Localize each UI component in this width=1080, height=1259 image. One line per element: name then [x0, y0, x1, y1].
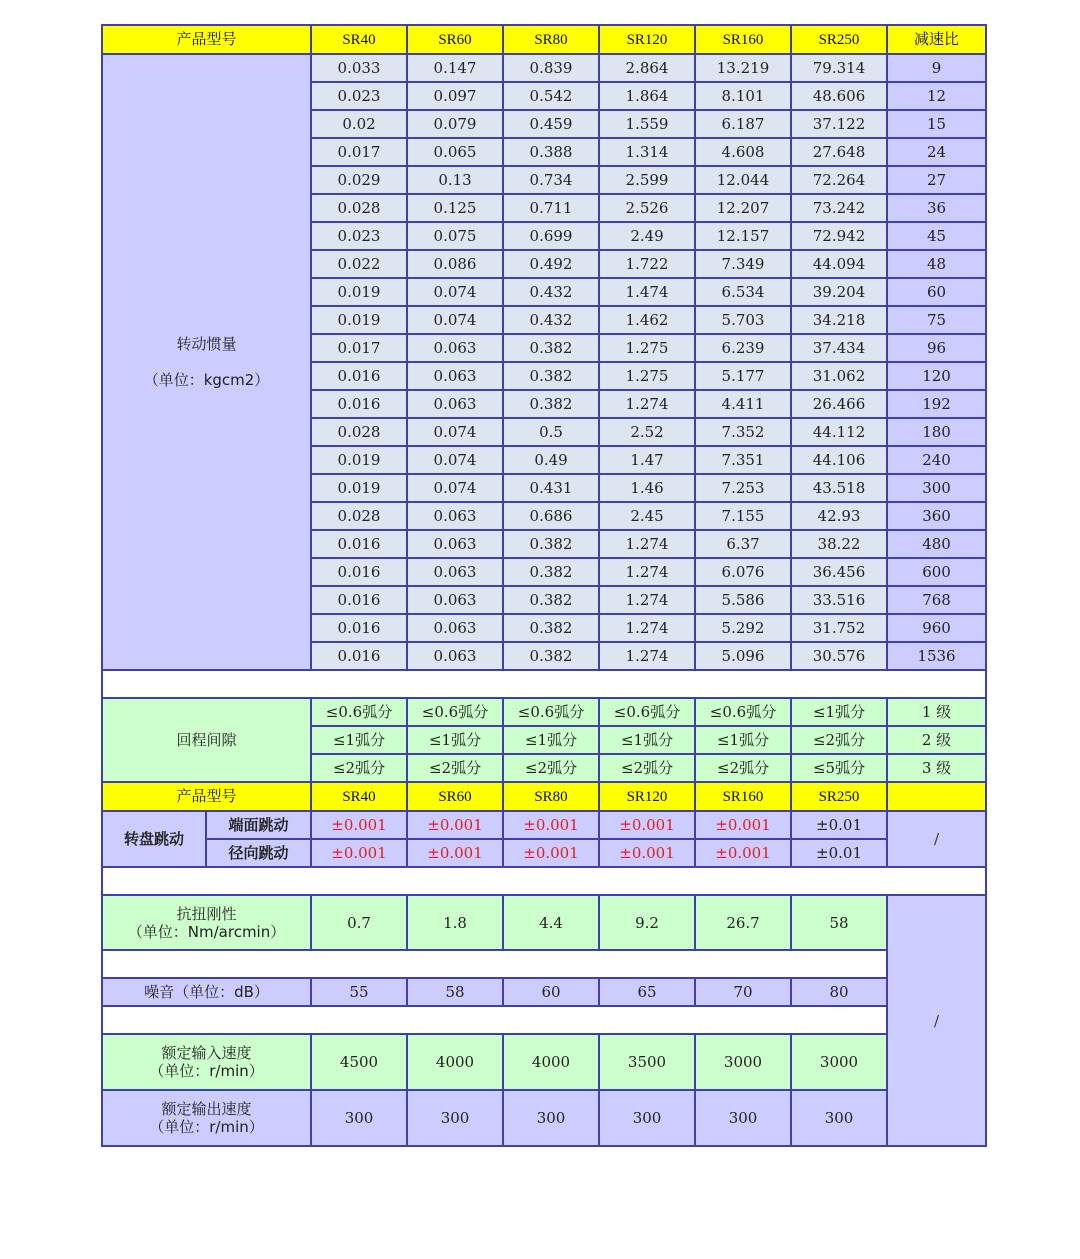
inertia-value: 0.711: [503, 194, 599, 222]
inertia-value: 0.023: [311, 222, 407, 250]
ratio-value: 45: [887, 222, 986, 250]
inertia-value: 37.122: [791, 110, 887, 138]
inertia-value: 6.239: [695, 334, 791, 362]
ratio-value: 60: [887, 278, 986, 306]
ratio-value: 360: [887, 502, 986, 530]
ratio-value: 96: [887, 334, 986, 362]
model-header: SR80: [503, 25, 599, 54]
inertia-value: 0.382: [503, 558, 599, 586]
ratio-value: 9: [887, 54, 986, 82]
ratio-value: 75: [887, 306, 986, 334]
inertia-value: 0.022: [311, 250, 407, 278]
runout-value: ±0.01: [791, 811, 887, 839]
inertia-value: 44.094: [791, 250, 887, 278]
input-speed-value: 4500: [311, 1034, 407, 1090]
noise-value: 70: [695, 978, 791, 1006]
backlash-value: ≤2弧分: [503, 754, 599, 782]
inertia-value: 0.382: [503, 614, 599, 642]
runout-sub-label: 径向跳动: [206, 839, 311, 867]
output-speed-value: 300: [695, 1090, 791, 1146]
inertia-value: 0.016: [311, 614, 407, 642]
input-speed-unit: （单位：r/min）: [149, 1062, 264, 1080]
output-speed-label: [102, 1090, 311, 1146]
inertia-value: 73.242: [791, 194, 887, 222]
runout-value: ±0.001: [407, 811, 503, 839]
ratio-value: 24: [887, 138, 986, 166]
inertia-value: 0.074: [407, 418, 503, 446]
inertia-value: 12.044: [695, 166, 791, 194]
stiffness-row: [102, 895, 986, 950]
inertia-value: 0.382: [503, 334, 599, 362]
inertia-value: 34.218: [791, 306, 887, 334]
inertia-value: 0.016: [311, 586, 407, 614]
backlash-value: ≤1弧分: [599, 726, 695, 754]
runout-value: ±0.001: [311, 811, 407, 839]
stiffness-value: 4.4: [503, 895, 599, 950]
inertia-value: 0.016: [311, 362, 407, 390]
inertia-value: 0.382: [503, 390, 599, 418]
inertia-title: 转动惯量: [176, 335, 237, 353]
ratio-value: 300: [887, 474, 986, 502]
inertia-value: 0.432: [503, 278, 599, 306]
inertia-value: 36.456: [791, 558, 887, 586]
inertia-value: 0.086: [407, 250, 503, 278]
inertia-value: 12.207: [695, 194, 791, 222]
inertia-value: 42.93: [791, 502, 887, 530]
inertia-value: 2.45: [599, 502, 695, 530]
backlash-value: ≤2弧分: [407, 754, 503, 782]
inertia-value: 1.462: [599, 306, 695, 334]
stiffness-label: [102, 895, 311, 950]
model-header: SR250: [791, 25, 887, 54]
input-speed-label: [102, 1034, 311, 1090]
runout-value: ±0.001: [407, 839, 503, 867]
stiffness-value: 0.7: [311, 895, 407, 950]
output-speed-value: 300: [503, 1090, 599, 1146]
spacer: [102, 867, 986, 895]
backlash-row: [102, 698, 986, 726]
inertia-value: 6.076: [695, 558, 791, 586]
inertia-value: 0.097: [407, 82, 503, 110]
noise-value: 55: [311, 978, 407, 1006]
inertia-value: 2.526: [599, 194, 695, 222]
model-header: SR60: [407, 25, 503, 54]
noise-row: [102, 978, 986, 1006]
stiffness-value: 1.8: [407, 895, 503, 950]
inertia-value: 0.063: [407, 390, 503, 418]
backlash-value: ≤2弧分: [791, 726, 887, 754]
inertia-value: 0.017: [311, 334, 407, 362]
runout-value: ±0.001: [311, 839, 407, 867]
ratio-value: 480: [887, 530, 986, 558]
runout-value: ±0.01: [791, 839, 887, 867]
inertia-value: 0.388: [503, 138, 599, 166]
inertia-value: 7.352: [695, 418, 791, 446]
model-header: SR60: [407, 782, 503, 811]
input-speed-value: 4000: [503, 1034, 599, 1090]
inertia-value: 2.599: [599, 166, 695, 194]
model-header: SR250: [791, 782, 887, 811]
inertia-value: 1.274: [599, 530, 695, 558]
inertia-value: 1.474: [599, 278, 695, 306]
inertia-value: 4.411: [695, 390, 791, 418]
inertia-value: 4.608: [695, 138, 791, 166]
inertia-value: 1.722: [599, 250, 695, 278]
inertia-value: 0.542: [503, 82, 599, 110]
inertia-value: 1.274: [599, 558, 695, 586]
runout-value: ±0.001: [503, 839, 599, 867]
model-header: SR120: [599, 782, 695, 811]
noise-value: 80: [791, 978, 887, 1006]
inertia-value: 0.13: [407, 166, 503, 194]
runout-value: ±0.001: [695, 811, 791, 839]
inertia-value: 0.019: [311, 306, 407, 334]
noise-value: 58: [407, 978, 503, 1006]
backlash-value: ≤0.6弧分: [311, 698, 407, 726]
inertia-label: [102, 54, 311, 670]
ratio-value: 960: [887, 614, 986, 642]
output-speed-value: 300: [311, 1090, 407, 1146]
inertia-value: 0.065: [407, 138, 503, 166]
inertia-value: 2.49: [599, 222, 695, 250]
backlash-value: ≤0.6弧分: [503, 698, 599, 726]
backlash-value: ≤0.6弧分: [695, 698, 791, 726]
inertia-value: 1.47: [599, 446, 695, 474]
inertia-value: 1.274: [599, 390, 695, 418]
noise-value: 65: [599, 978, 695, 1006]
inertia-value: 0.063: [407, 502, 503, 530]
inertia-value: 0.382: [503, 530, 599, 558]
inertia-value: 0.029: [311, 166, 407, 194]
inertia-value: 0.431: [503, 474, 599, 502]
spacer: [102, 950, 887, 978]
inertia-row: [102, 54, 986, 82]
inertia-value: 0.063: [407, 642, 503, 670]
inertia-value: 79.314: [791, 54, 887, 82]
inertia-value: 44.106: [791, 446, 887, 474]
model-header: SR120: [599, 25, 695, 54]
inertia-value: 1.46: [599, 474, 695, 502]
inertia-value: 13.219: [695, 54, 791, 82]
spacer-row: [102, 950, 986, 978]
inertia-value: 31.062: [791, 362, 887, 390]
model-label: 产品型号: [102, 25, 311, 54]
input-speed-value: 4000: [407, 1034, 503, 1090]
inertia-value: 0.382: [503, 642, 599, 670]
inertia-value: 0.074: [407, 474, 503, 502]
inertia-value: 26.466: [791, 390, 887, 418]
ratio-value: 36: [887, 194, 986, 222]
header-row: [102, 782, 986, 811]
inertia-value: 27.648: [791, 138, 887, 166]
model-header: SR160: [695, 782, 791, 811]
inertia-value: 6.37: [695, 530, 791, 558]
output-speed-row: [102, 1090, 986, 1146]
spacer-row: [102, 670, 986, 698]
inertia-value: 0.019: [311, 278, 407, 306]
inertia-value: 1.275: [599, 334, 695, 362]
inertia-value: 72.264: [791, 166, 887, 194]
inertia-value: 1.274: [599, 586, 695, 614]
backlash-value: ≤2弧分: [311, 754, 407, 782]
backlash-value: ≤1弧分: [791, 698, 887, 726]
inertia-value: 0.063: [407, 558, 503, 586]
inertia-value: 0.125: [407, 194, 503, 222]
runout-value: ±0.001: [695, 839, 791, 867]
model-header: SR40: [311, 25, 407, 54]
inertia-value: 0.016: [311, 558, 407, 586]
inertia-value: 5.096: [695, 642, 791, 670]
backlash-value: ≤0.6弧分: [599, 698, 695, 726]
inertia-value: 39.204: [791, 278, 887, 306]
output-speed-value: 300: [407, 1090, 503, 1146]
inertia-value: 30.576: [791, 642, 887, 670]
grade-value: 3 级: [887, 754, 986, 782]
grade-value: 1 级: [887, 698, 986, 726]
stiffness-unit: （单位：Nm/arcmin）: [127, 922, 286, 941]
inertia-value: 0.017: [311, 138, 407, 166]
inertia-value: 0.063: [407, 334, 503, 362]
inertia-value: 0.074: [407, 446, 503, 474]
inertia-value: 7.155: [695, 502, 791, 530]
inertia-value: 0.5: [503, 418, 599, 446]
inertia-value: 0.075: [407, 222, 503, 250]
ratio-value: 1536: [887, 642, 986, 670]
backlash-value: ≤1弧分: [407, 726, 503, 754]
slash-mark: /: [887, 811, 986, 867]
inertia-value: 0.492: [503, 250, 599, 278]
backlash-value: ≤2弧分: [695, 754, 791, 782]
inertia-value: 7.253: [695, 474, 791, 502]
inertia-value: 0.686: [503, 502, 599, 530]
inertia-value: 1.314: [599, 138, 695, 166]
backlash-value: ≤0.6弧分: [407, 698, 503, 726]
inertia-value: 1.274: [599, 614, 695, 642]
inertia-value: 7.351: [695, 446, 791, 474]
inertia-value: 0.459: [503, 110, 599, 138]
backlash-value: ≤5弧分: [791, 754, 887, 782]
inertia-value: 0.382: [503, 586, 599, 614]
inertia-value: 5.177: [695, 362, 791, 390]
inertia-value: 0.074: [407, 306, 503, 334]
ratio-value: 120: [887, 362, 986, 390]
runout-row: [102, 811, 986, 839]
noise-label: 噪音（单位：dB）: [102, 978, 311, 1006]
inertia-value: 0.699: [503, 222, 599, 250]
header-row: [102, 25, 986, 54]
inertia-value: 72.942: [791, 222, 887, 250]
inertia-value: 0.016: [311, 642, 407, 670]
spec-table: [101, 24, 987, 1147]
noise-value: 60: [503, 978, 599, 1006]
inertia-value: 0.019: [311, 446, 407, 474]
inertia-value: 12.157: [695, 222, 791, 250]
inertia-value: 5.586: [695, 586, 791, 614]
model-header: SR160: [695, 25, 791, 54]
grade-value: 2 级: [887, 726, 986, 754]
runout-value: ±0.001: [599, 811, 695, 839]
inertia-value: 38.22: [791, 530, 887, 558]
inertia-value: 8.101: [695, 82, 791, 110]
input-speed-row: [102, 1034, 986, 1090]
inertia-value: 0.734: [503, 166, 599, 194]
inertia-value: 48.606: [791, 82, 887, 110]
inertia-unit: （单位：kgcm2）: [143, 371, 270, 389]
ratio-value: 180: [887, 418, 986, 446]
inertia-value: 0.063: [407, 586, 503, 614]
ratio-value: 27: [887, 166, 986, 194]
stiffness-value: 9.2: [599, 895, 695, 950]
inertia-value: 1.864: [599, 82, 695, 110]
inertia-value: 0.147: [407, 54, 503, 82]
spacer-row: [102, 1006, 986, 1034]
ratio-label: 减速比: [887, 25, 986, 54]
spacer-row: [102, 867, 986, 895]
ratio-value: 768: [887, 586, 986, 614]
inertia-value: 0.063: [407, 530, 503, 558]
runout-value: ±0.001: [503, 811, 599, 839]
inertia-value: 0.063: [407, 362, 503, 390]
stiffness-value: 58: [791, 895, 887, 950]
inertia-value: 0.432: [503, 306, 599, 334]
runout-label: 转盘跳动: [102, 811, 206, 867]
inertia-value: 1.274: [599, 642, 695, 670]
model-header: SR80: [503, 782, 599, 811]
inertia-value: 0.028: [311, 418, 407, 446]
inertia-value: 0.02: [311, 110, 407, 138]
backlash-value: ≤1弧分: [503, 726, 599, 754]
backlash-label: 回程间隙: [102, 698, 311, 782]
stiffness-title: 抗扭刚性: [176, 904, 237, 923]
output-speed-title: 额定输出速度: [161, 1100, 252, 1118]
inertia-value: 0.49: [503, 446, 599, 474]
ratio-value: 15: [887, 110, 986, 138]
inertia-value: 0.016: [311, 530, 407, 558]
inertia-value: 0.023: [311, 82, 407, 110]
inertia-value: 7.349: [695, 250, 791, 278]
inertia-value: 1.559: [599, 110, 695, 138]
model-label: 产品型号: [102, 782, 311, 811]
ratio-value: 48: [887, 250, 986, 278]
ratio-value: 12: [887, 82, 986, 110]
ratio-value: 600: [887, 558, 986, 586]
spacer: [102, 1006, 887, 1034]
slash-mark: /: [887, 895, 986, 1146]
runout-sub-label: 端面跳动: [206, 811, 311, 839]
inertia-value: 33.516: [791, 586, 887, 614]
input-speed-value: 3000: [791, 1034, 887, 1090]
inertia-value: 37.434: [791, 334, 887, 362]
inertia-value: 0.382: [503, 362, 599, 390]
header-empty: [887, 782, 986, 811]
inertia-value: 0.033: [311, 54, 407, 82]
inertia-value: 2.52: [599, 418, 695, 446]
inertia-value: 2.864: [599, 54, 695, 82]
inertia-value: 0.028: [311, 194, 407, 222]
inertia-value: 5.292: [695, 614, 791, 642]
inertia-value: 0.028: [311, 502, 407, 530]
backlash-value: ≤1弧分: [311, 726, 407, 754]
spacer: [102, 670, 986, 698]
inertia-value: 44.112: [791, 418, 887, 446]
output-speed-value: 300: [791, 1090, 887, 1146]
input-speed-title: 额定输入速度: [161, 1044, 252, 1062]
inertia-value: 43.518: [791, 474, 887, 502]
runout-value: ±0.001: [599, 839, 695, 867]
output-speed-value: 300: [599, 1090, 695, 1146]
inertia-value: 31.752: [791, 614, 887, 642]
ratio-value: 240: [887, 446, 986, 474]
backlash-value: ≤2弧分: [599, 754, 695, 782]
inertia-value: 5.703: [695, 306, 791, 334]
inertia-value: 6.187: [695, 110, 791, 138]
inertia-value: 0.839: [503, 54, 599, 82]
backlash-value: ≤1弧分: [695, 726, 791, 754]
inertia-value: 0.074: [407, 278, 503, 306]
inertia-value: 0.019: [311, 474, 407, 502]
output-speed-unit: （单位：r/min）: [149, 1118, 264, 1136]
stiffness-value: 26.7: [695, 895, 791, 950]
inertia-value: 1.275: [599, 362, 695, 390]
runout-row: [102, 839, 986, 867]
input-speed-value: 3000: [695, 1034, 791, 1090]
inertia-value: 6.534: [695, 278, 791, 306]
input-speed-value: 3500: [599, 1034, 695, 1090]
inertia-value: 0.079: [407, 110, 503, 138]
inertia-value: 0.063: [407, 614, 503, 642]
model-header: SR40: [311, 782, 407, 811]
inertia-value: 0.016: [311, 390, 407, 418]
ratio-value: 192: [887, 390, 986, 418]
